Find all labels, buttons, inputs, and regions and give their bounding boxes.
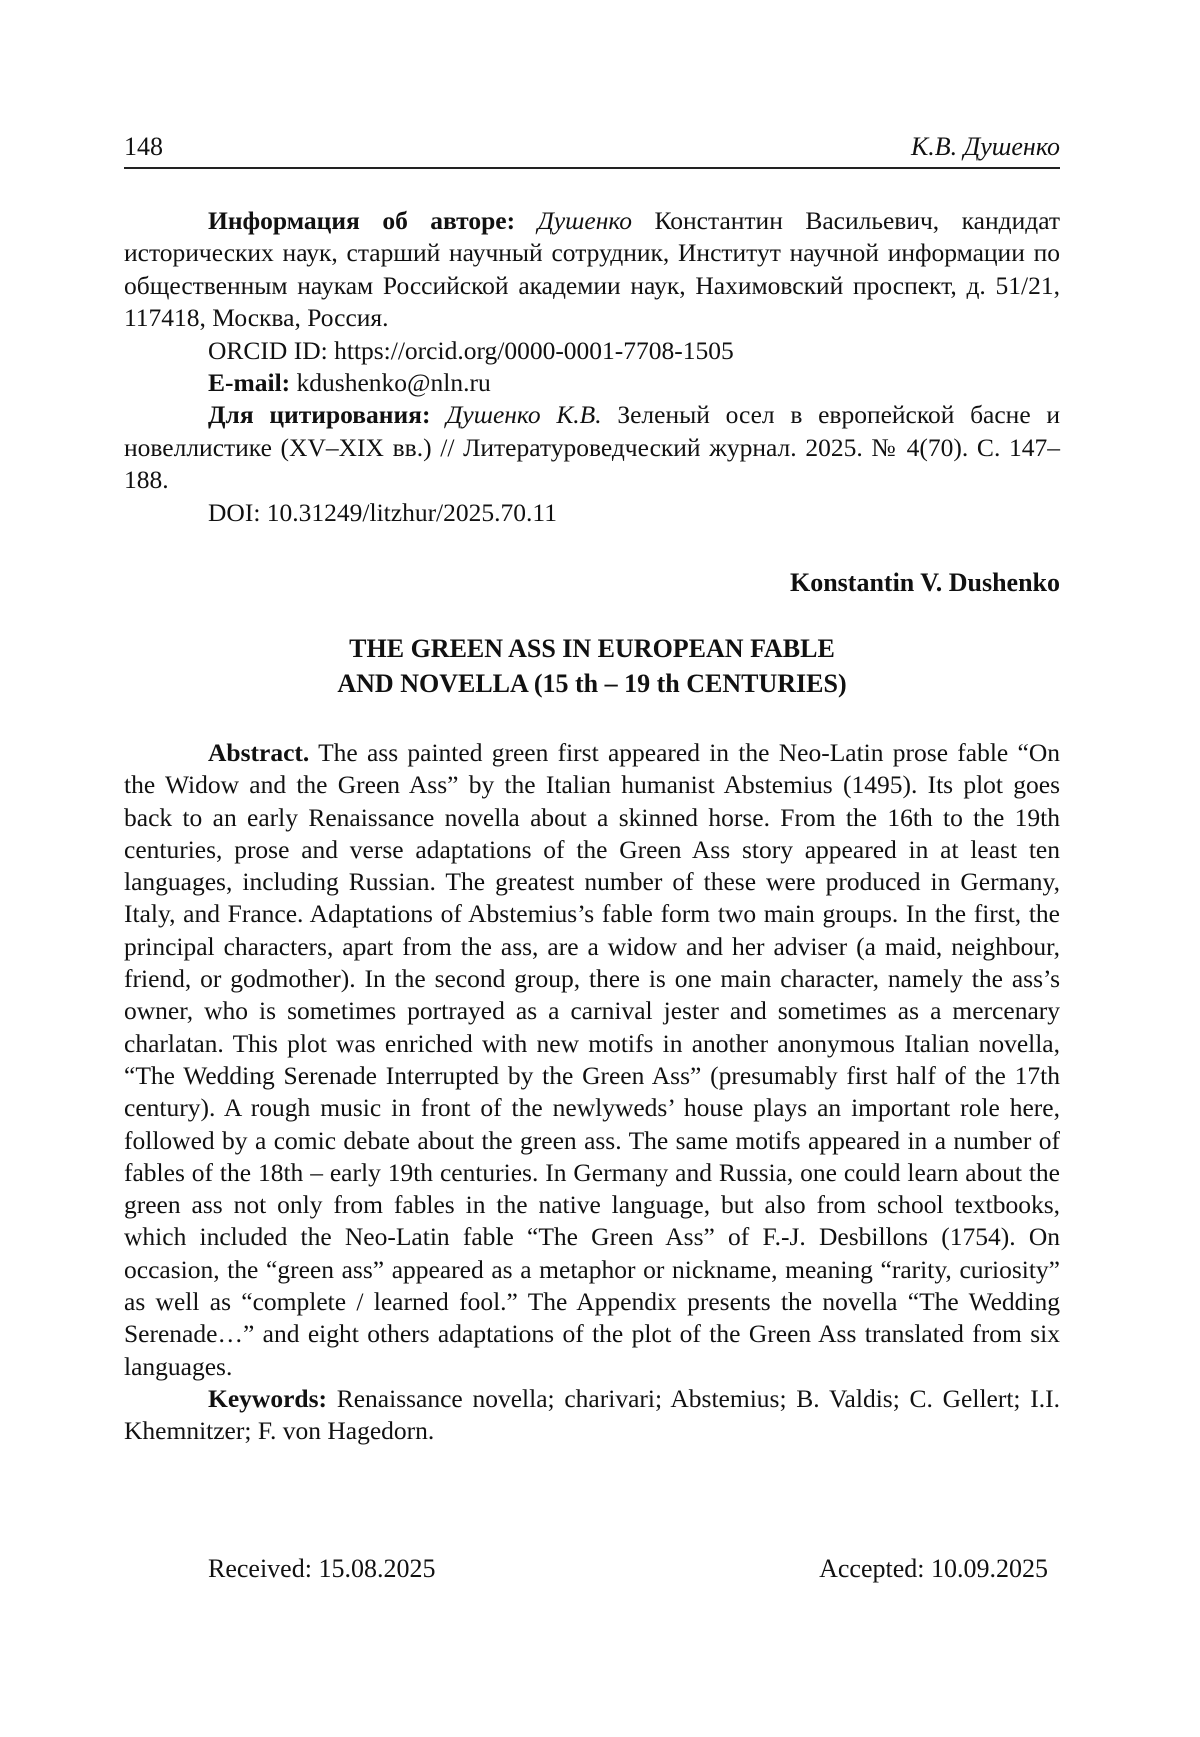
abstract-paragraph (124, 737, 1060, 1383)
dates-line (208, 1554, 1048, 1584)
abstract-label: Abstract. (208, 738, 310, 767)
header-rule (124, 167, 1060, 169)
orcid-line: ORCID ID: https://orcid.org/0000-0001-7708-1505 (208, 335, 734, 365)
english-author: Konstantin V. Dushenko (790, 568, 1060, 597)
keywords-paragraph (124, 1383, 1060, 1448)
keywords-label: Keywords: (208, 1383, 327, 1413)
page-number: 148 (124, 132, 163, 161)
author-info-paragraph (124, 205, 1060, 335)
email-line (124, 367, 1060, 399)
author-info-text: Константин Васильевич, кандидат исторических наук, старший научный сотрудник, Институт научной информации по общественным наукам Российской академии наук, Нахимовский проспект, д. 51/21, 117418, Москва, Россия. (124, 206, 1061, 333)
doi-line: DOI: 10.31249/litzhur/2025.70.11 (208, 497, 557, 527)
english-title-line-1: THE GREEN ASS IN EUROPEAN FABLE (349, 634, 835, 663)
running-author: К.В. Душенко (911, 132, 1060, 161)
running-head (124, 126, 1060, 162)
email-label: E-mail: (208, 368, 291, 398)
accepted-date: Accepted: 10.09.2025 (819, 1554, 1048, 1583)
citation-paragraph (124, 399, 1060, 496)
received-date: Received: 15.08.2025 (208, 1554, 436, 1583)
citation-author: Душенко К.В. (446, 400, 602, 430)
author-info-section (124, 205, 1060, 529)
keywords-text: Renaissance novella; charivari; Abstemius; B. Valdis; C. Gellert; I.I. Khemnitzer; F. von Hagedorn. (124, 1383, 1060, 1446)
citation-label: Для цитирования: (208, 400, 431, 430)
author-info-label: Информация об авторе: (208, 206, 516, 235)
citation-text: Зеленый осел в европейской басне и новеллистике (XV–XIX вв.) // Литературоведческий журнал. 2025. № 4(70). С. 147–188. (124, 400, 1060, 495)
author-surname: Душенко (537, 206, 633, 235)
english-title-line-2: AND NOVELLA (15 th – 19 th CENTURIES) (337, 669, 847, 698)
email-value: kdushenko@nln.ru (290, 368, 491, 398)
english-title (124, 631, 1060, 701)
abstract-section (124, 737, 1060, 1448)
abstract-text: The ass painted green first appeared in the Neo-Latin prose fable “On the Widow and the Green Ass” by the Italian humanist Abstemius (1495). Its plot goes back to an early Renaissance novella about a skinned horse. From the 16th to the 19th centuries, prose and verse adaptations of the Green Ass story appeared in at least ten languages, including Russian. The greatest number of these were produced in Germany, Italy, and France. Adaptations of Abstemius’s fable form two main groups. In the first, the principal characters, apart from the ass, are a widow and her adviser (a maid, neighbour, friend, or godmother). In the second group, there is one main character, namely the ass’s owner, who is sometimes portrayed as a carnival jester and sometimes as a mercenary charlatan. This plot was enriched with new motifs in another anonymous Italian novella, “The Wedding Serenade Interrupted by the Green Ass” (presumably first half of the 17th century). A rough music in front of the newlyweds’ house plays an important role here, followed by a comic debate about the green ass. The same motifs appeared in a number of fables of the 18th – early 19th centuries. In Germany and Russia, one could learn about the green ass not only from fables in the native language, but also from school textbooks, which included the Neo-Latin fable “The Green Ass” of F.-J. Desbillons (1754). On occasion, the “green ass” appeared as a metaphor or nickname, meaning “rarity, curiosity” as well as “complete / learned fool.” The Appendix presents the novella “The Wedding Serenade…” and eight others adaptations of the plot of the Green Ass translated from six languages. (124, 738, 1060, 1381)
